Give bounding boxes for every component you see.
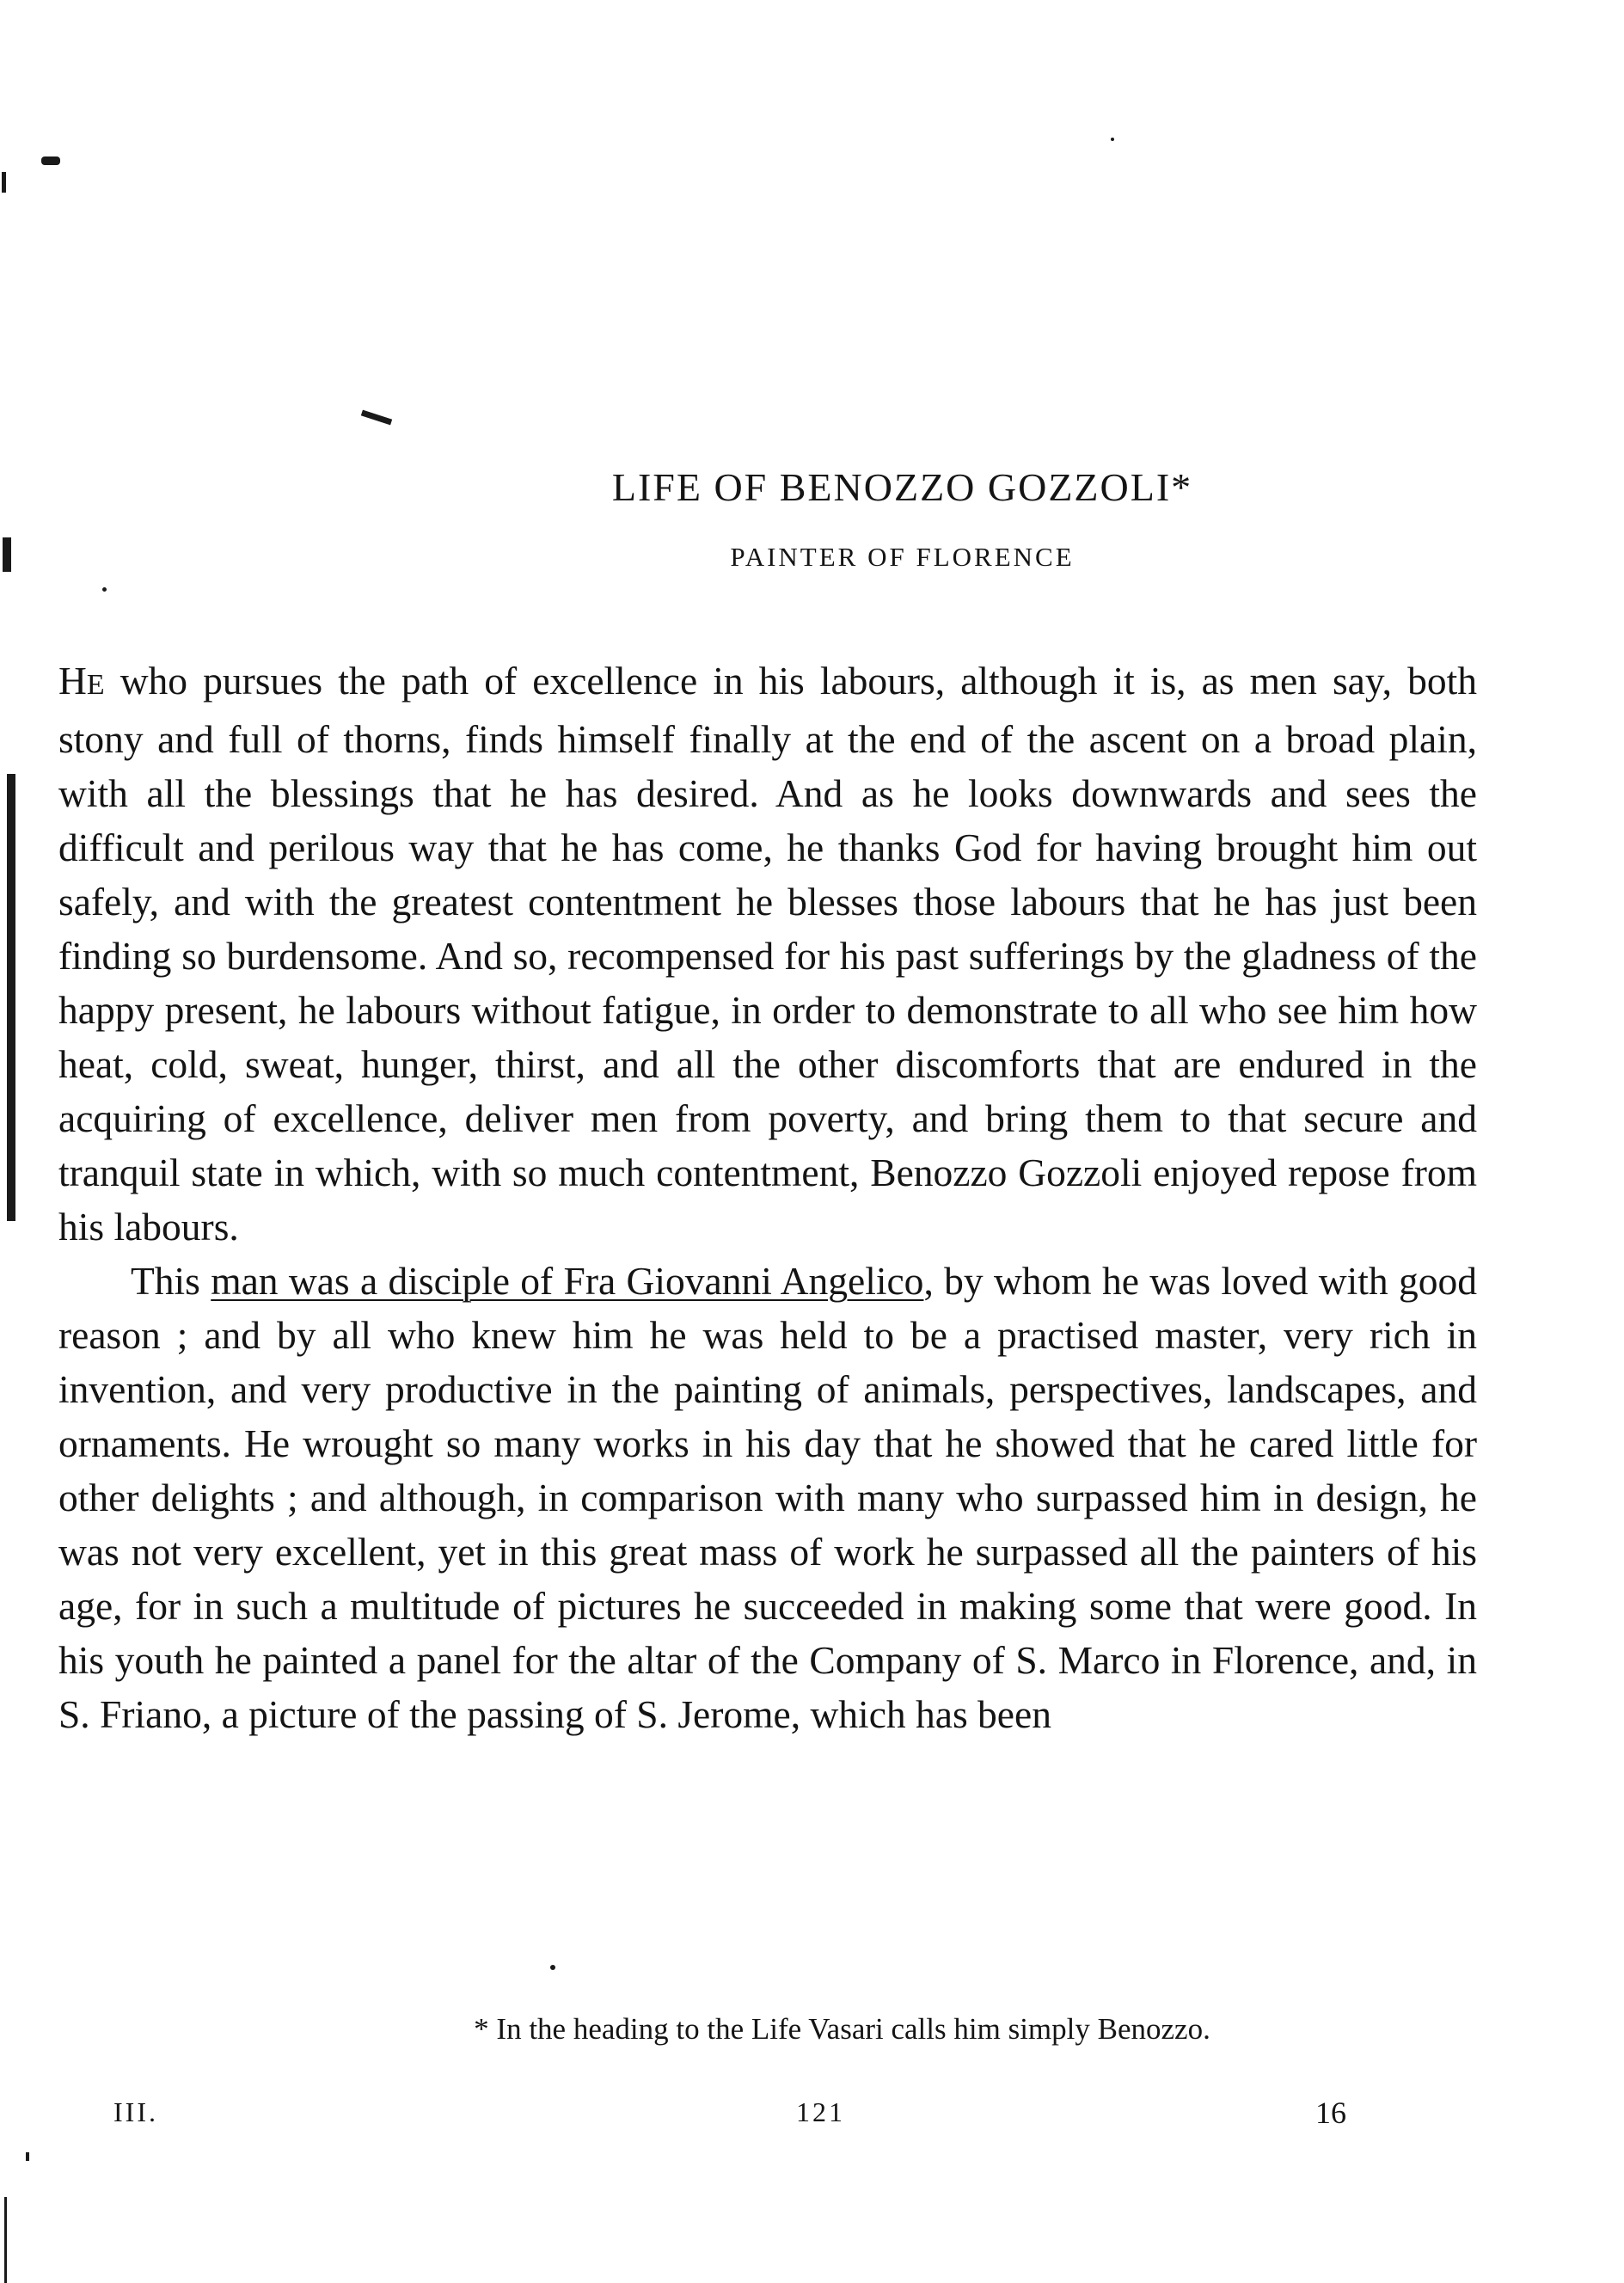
scan-speck [3,537,11,572]
scan-speck [102,587,107,592]
scan-speck [4,2197,7,2283]
underlined-passage: man was a disciple of Fra Giovanni Angelico [211,1259,924,1303]
gathering-number: 16 [1315,2096,1346,2130]
page-title: LIFE OF BENOZZO GOZZOLI* [611,465,1193,509]
scan-speck [41,156,60,165]
scan-speck [26,2152,29,2161]
paragraph-2-text: , by whom he was loved with good reason ; and by all who knew him he was held to be a practised master, very rich in invention, and very productive in the painting of animals, perspectives, landscapes, and ornaments. He wrought so many works in his day that he showed that he cared little for other delights ; and although, in comparison with many who surpassed him in design, he was not very excellent, yet in this great mass of work he surpassed all the painters of his age, for in such a multitude of pictures he succeeded in making some that were good. In his youth he painted a panel for the altar of the Company of S. Marco in Florence, and, in S. Friano, a picture of the passing of S. Jerome, which has been [58,1259,1477,1736]
binding-edge-mark [7,774,15,1221]
page-number: 121 [796,2096,845,2127]
signature-mark: III. [113,2096,158,2127]
scan-speck [1111,138,1114,141]
scan-speck [361,410,392,426]
footnote: * In the heading to the Life Vasari calls him simply Benozzo. [474,2012,1210,2046]
opening-small-caps: E [86,669,105,701]
scan-speck [550,1965,555,1970]
paragraph-2 [58,1254,1477,1741]
opening-word [58,659,105,703]
paragraph-1-text: who pursues the path of excellence in his labours, although it is, as men say, both stony and full of thorns, finds himself finally at the end of the ascent on a broad plain, with all the blessings that he has desired. And as he looks downwards and sees the difficult and perilous way that he has come, he thanks God for having brought him out safely, and with the greatest contentment he blesses those labours that he has just been finding so burdensome. And so, recompensed for his past sufferings by the gladness of the happy present, he labours without fatigue, in order to demonstrate to all who see him how heat, cold, sweat, hunger, thirst, and all the other discomforts that are endured in the acquiring of excellence, deliver men from poverty, and bring them to that secure and tranquil state in which, with so much contentment, Benozzo Gozzoli enjoyed repose from his labours. [58,659,1477,1249]
opening-capital: H [58,659,87,703]
scan-speck [2,172,6,193]
body-text [58,654,1477,1741]
paragraph-1 [58,654,1477,1254]
paragraph-2-start: This [131,1259,211,1303]
page-subtitle: PAINTER OF FLORENCE [730,542,1075,572]
